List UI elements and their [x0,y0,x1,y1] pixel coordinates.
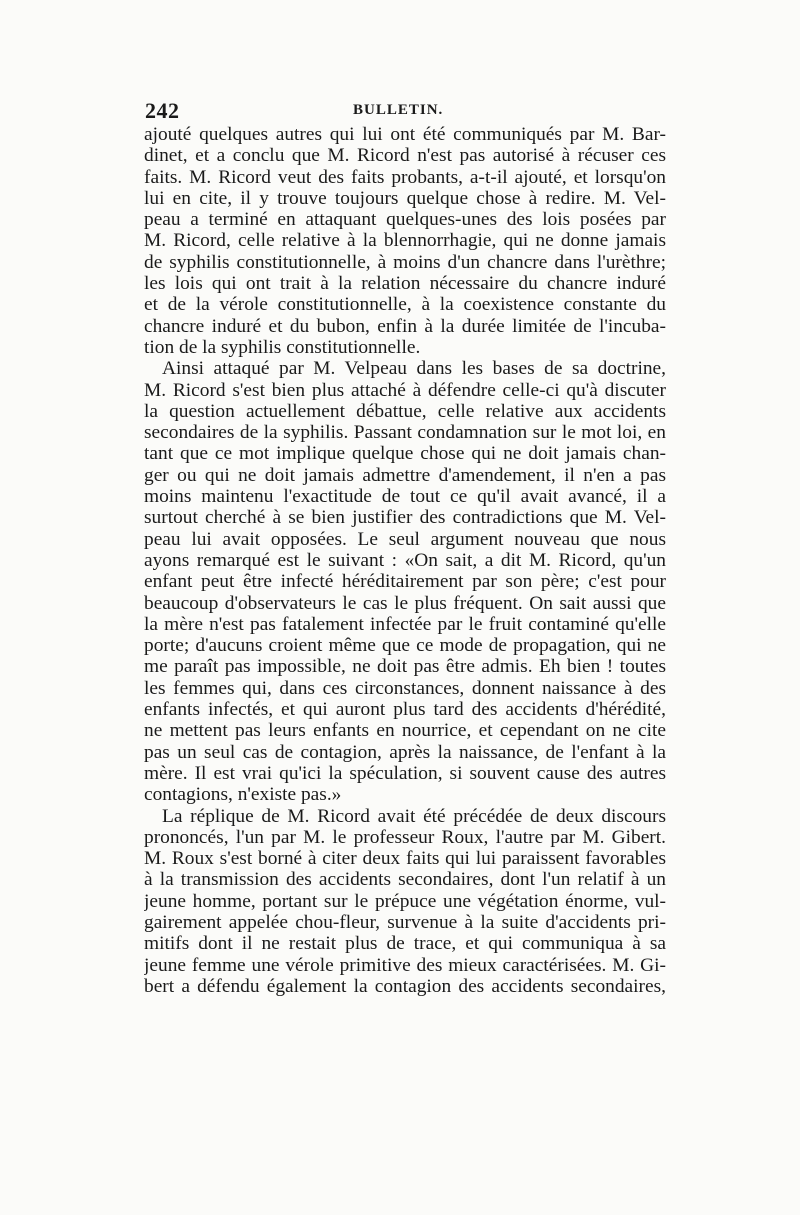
text-line: La réplique de M. Ricord avait été précédée de deux discours [162,805,666,827]
text-line: tant que ce mot implique quelque chose qui ne doit jamais chan- [144,443,666,465]
body-text [144,124,666,997]
text-line: surtout cherché à se bien justifier des contradictions que M. Vel- [144,507,666,529]
text-line: Ainsi attaqué par M. Velpeau dans les bases de sa doctrine, [162,358,666,380]
text-line: me paraît pas impossible, ne doit pas être admis. Eh bien ! toutes [144,656,666,678]
page-number: 242 [145,98,180,123]
running-head: BULLETIN. [353,102,444,118]
text-line: et de la vérole constitutionnelle, à la coexistence constante du [144,294,666,316]
text-line: peau lui avait opposées. Le seul argument nouveau que nous [144,528,666,550]
text-line: gairement appelée chou-fleur, survenue à la suite d'accidents pri- [144,911,666,933]
text-line: tion de la syphilis constitutionnelle. [144,336,421,358]
text-line: enfant peut être infecté héréditairement par son père; c'est pour [144,571,666,593]
text-line: jeune femme une vérole primitive des mieux caractérisées. M. Gi- [144,954,666,976]
paragraph [144,124,666,358]
text-line: ayons remarqué est le suivant : «On sait, a dit M. Ricord, qu'un [144,549,666,571]
text-line: porte; d'aucuns croient même que ce mode de propagation, qui ne [144,635,666,657]
text-line: moins maintenu l'exactitude de tout ce qu'il avait avancé, il a [144,486,666,508]
text-line: jeune homme, portant sur le prépuce une végétation énorme, vul- [144,890,666,912]
text-line: à la transmission des accidents secondaires, dont l'un relatif à un [144,869,666,891]
text-line: ne mettent pas leurs enfants en nourrice, et cependant on ne cite [144,720,666,742]
text-line: les lois qui ont trait à la relation nécessaire du chancre induré [144,273,666,295]
text-line: les femmes qui, dans ces circonstances, donnent naissance à des [144,677,666,699]
text-line: lui en cite, il y trouve toujours quelque chose à redire. M. Vel- [144,187,666,209]
text-line: ger ou qui ne doit jamais admettre d'amendement, il n'en a pas [144,464,666,486]
text-line: mitifs dont il ne restait plus de trace, et qui communiqua à sa [144,933,666,955]
paragraph [144,358,666,805]
text-line: ajouté quelques autres qui lui ont été communiqués par M. Bar- [144,124,666,145]
paragraph [144,806,666,998]
text-line: de syphilis constitutionnelle, à moins d'un chancre dans l'urèthre; [144,251,666,273]
text-line: contagions, n'existe pas.» [144,784,342,806]
text-line: la question actuellement débattue, celle relative aux accidents [144,400,666,422]
text-line: bert a défendu également la contagion des accidents secondaires, [144,975,666,997]
text-line: M. Ricord, celle relative à la blennorrhagie, qui ne donne jamais [144,230,666,252]
text-line: M. Ricord s'est bien plus attaché à défendre celle-ci qu'à discuter [144,379,666,401]
text-line: faits. M. Ricord veut des faits probants, a-t-il ajouté, et lorsqu'on [144,166,666,188]
text-line: chancre induré et du bubon, enfin à la durée limitée de l'incuba- [144,315,666,337]
text-line: prononcés, l'un par M. le professeur Roux, l'autre par M. Gibert. [144,826,666,848]
text-line: pas un seul cas de contagion, après la naissance, de l'enfant à la [144,741,666,763]
text-line: beaucoup d'observateurs le cas le plus fréquent. On sait aussi que [144,592,666,614]
text-line: dinet, et a conclu que M. Ricord n'est pas autorisé à récuser ces [144,145,666,167]
text-line: mère. Il est vrai qu'ici la spéculation, si souvent cause des autres [144,762,666,784]
text-line: peau a terminé en attaquant quelques-unes des lois posées par [144,209,666,231]
text-line: M. Roux s'est borné à citer deux faits qui lui paraissent favorables [144,848,666,870]
text-line: secondaires de la syphilis. Passant condamnation sur le mot loi, en [144,422,666,444]
text-line: la mère n'est pas fatalement infectée par le fruit contaminé qu'elle [144,613,666,635]
text-line: enfants infectés, et qui auront plus tard des accidents d'hérédité, [144,699,666,721]
